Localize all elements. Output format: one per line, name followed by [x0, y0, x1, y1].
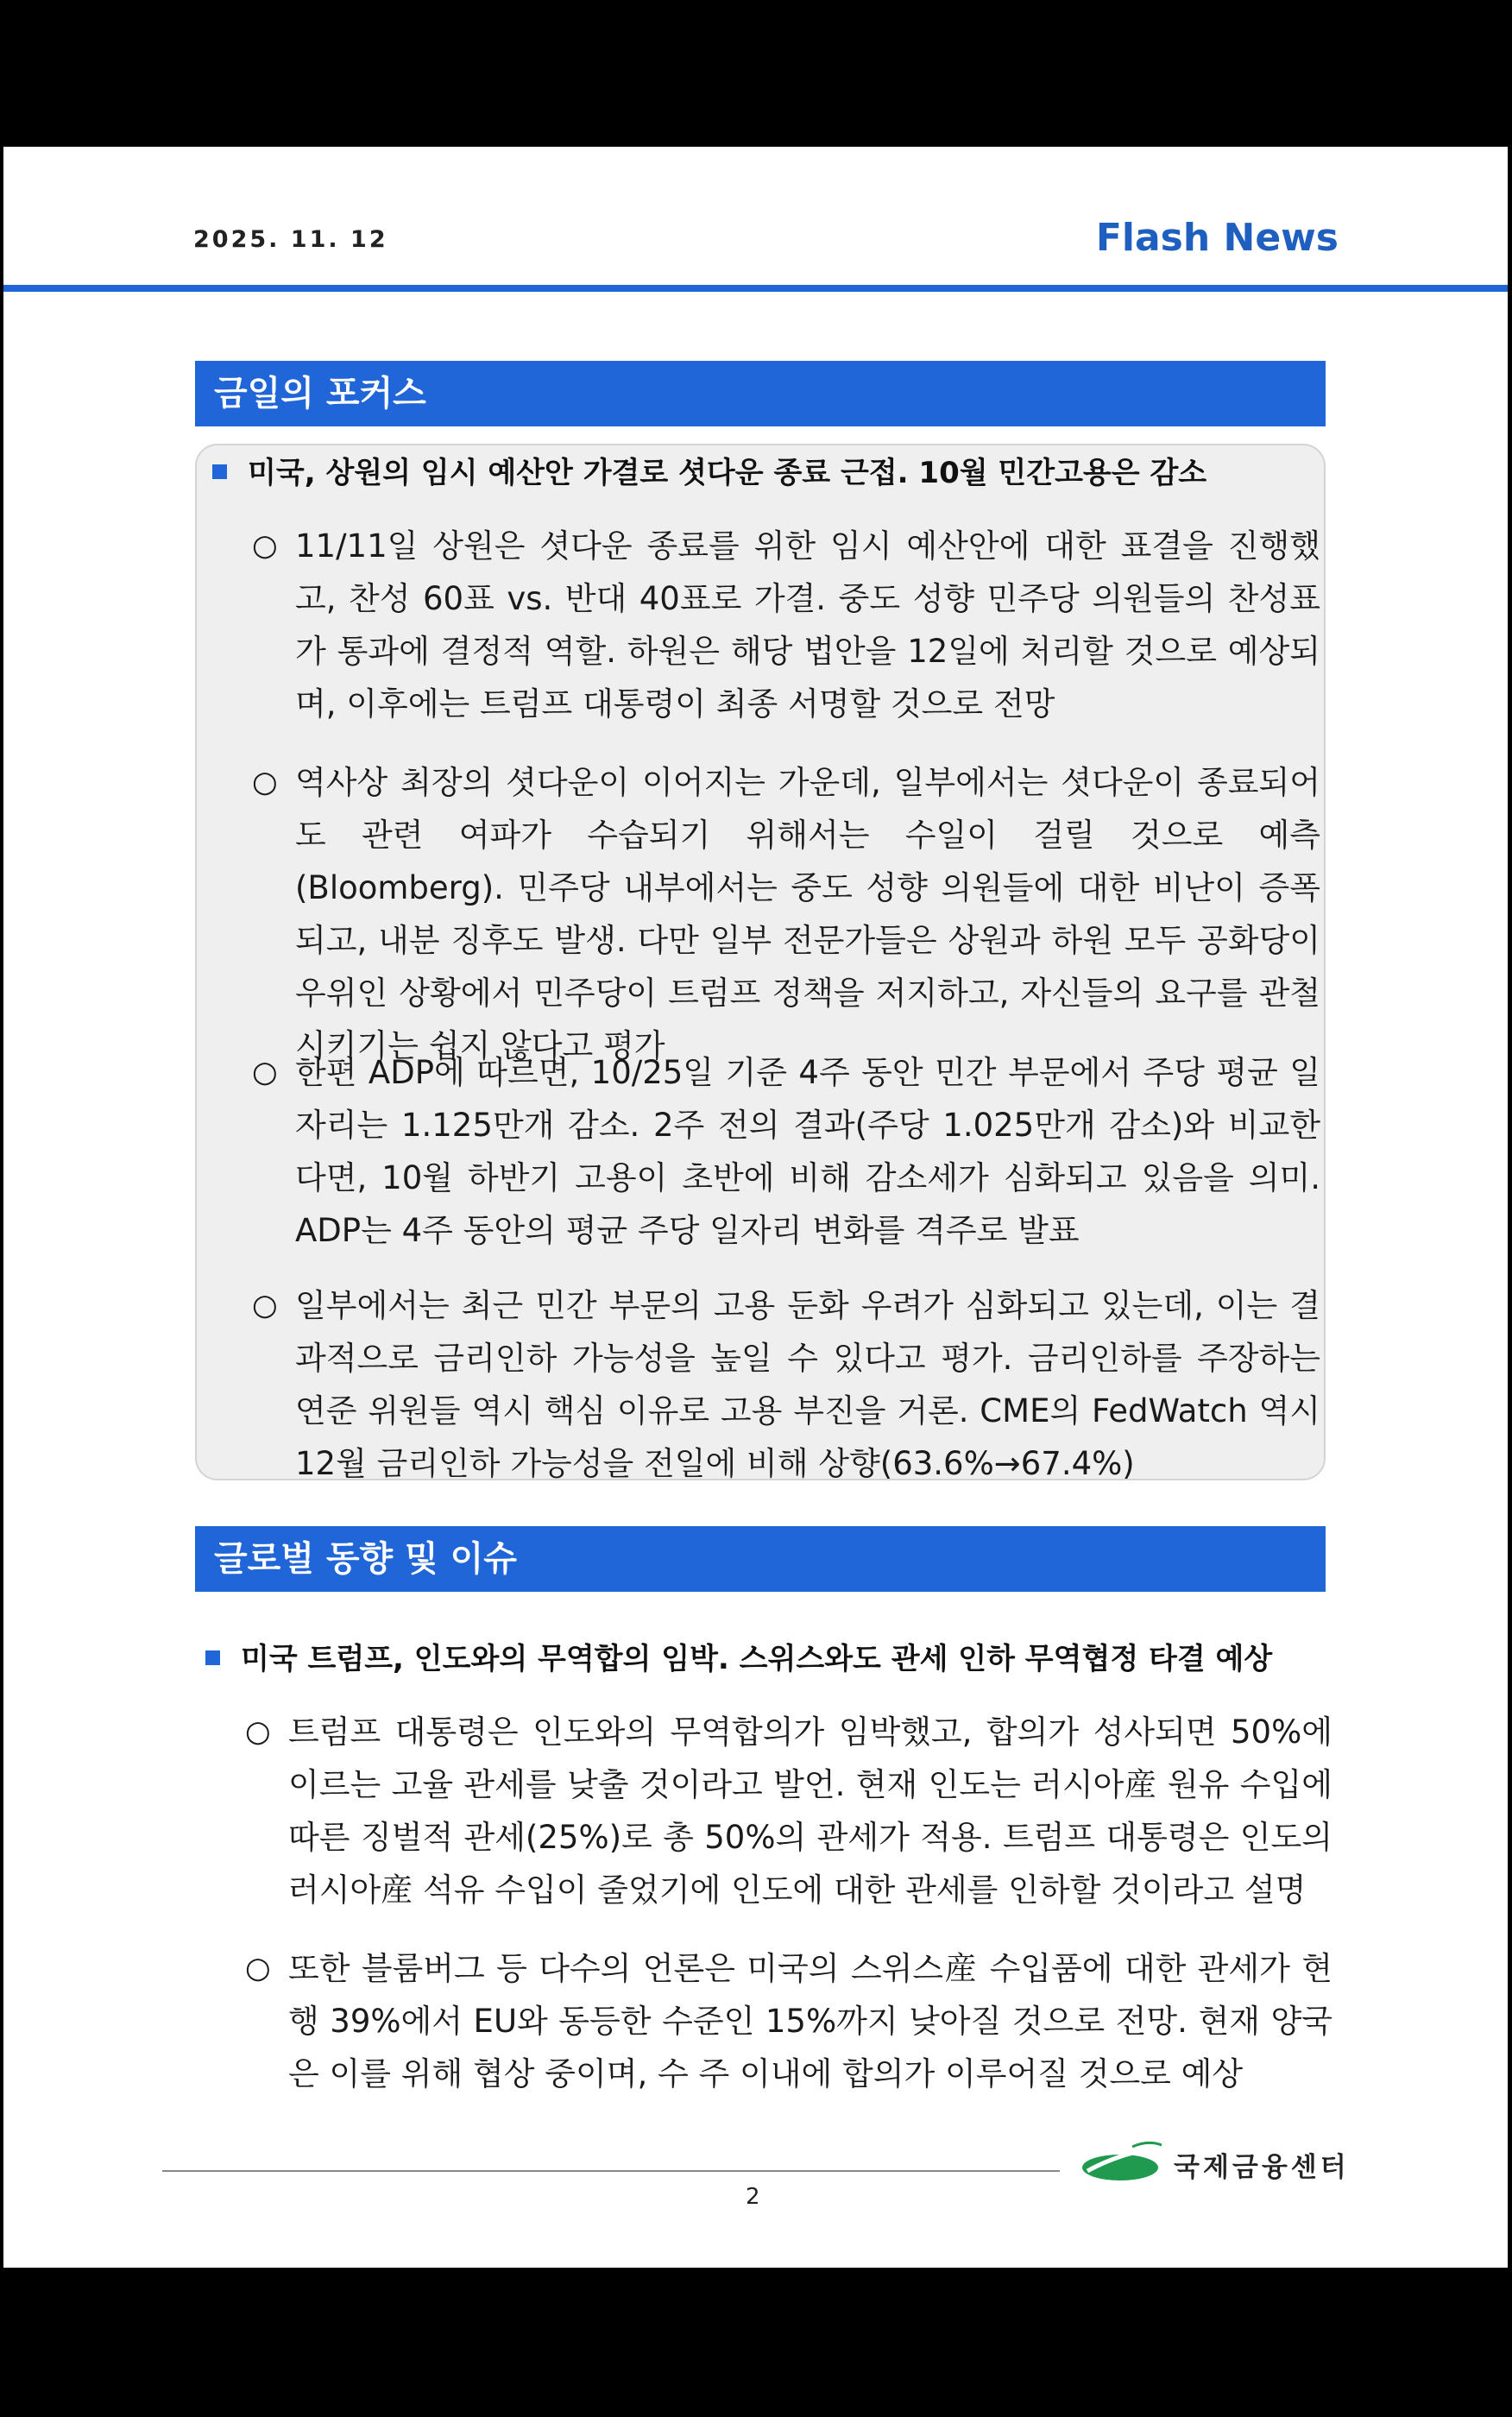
focus-bullet-4: [252, 1279, 1320, 1490]
focus-bullet-2: [252, 756, 1320, 1072]
focus-bullet-3: [252, 1046, 1320, 1257]
global-section-title: 글로벌 동향 및 이슈: [195, 1526, 1326, 1592]
focus-bullet-2-text: 역사상 최장의 셧다운이 이어지는 가운데, 일부에서는 셧다운이 종료되어도 관련 여파가 수습되기 위해서는 수일이 걸릴 것으로 예측(Bloomberg). 민주당 내부에서는 중도 성향 의원들에 대한 비난이 증폭되고, 내분 징후도 발생. 다만 일부 전문가들은 상원과 하원 모두 공화당이 우위인 상황에서 민주당이 트럼프 정책을 저지하고, 자신들의 요구를 관철시키기는 쉽지 않다고 평가: [295, 764, 1320, 1064]
global-headline-text: 미국 트럼프, 인도와의 무역합의 임박. 스위스와도 관세 인하 무역협정 타결 예상: [241, 1642, 1273, 1676]
circle-bullet-icon: ○: [252, 528, 278, 563]
circle-bullet-icon: ○: [245, 1951, 271, 1985]
report-title: Flash News: [1095, 216, 1339, 260]
document-page: [3, 147, 1508, 2268]
logo-text: 국제금융센터: [1174, 2152, 1350, 2183]
focus-bullet-3-text: 한편 ADP에 따르면, 10/25일 기준 4주 동안 민간 부문에서 주당 평균 일자리는 1.125만개 감소. 2주 전의 결과(주당 1.025만개 감소)와 비교한다면, 10월 하반기 고용이 초반에 비해 감소세가 심화되고 있음을 의미. ADP는 4주 동안의 평균 주당 일자리 변화를 격주로 발표: [295, 1054, 1320, 1249]
circle-bullet-icon: ○: [252, 1288, 278, 1322]
circle-bullet-icon: ○: [252, 765, 278, 799]
global-headline: [205, 1635, 1272, 1677]
global-bullet-1: [245, 1706, 1332, 1916]
focus-bullet-4-text: 일부에서는 최근 민간 부문의 고용 둔화 우려가 심화되고 있는데, 이는 결과적으로 금리인하 가능성을 높일 수 있다고 평가. 금리인하를 주장하는 연준 위원들 역시 핵심 이유로 고용 부진을 거론. CME의 FedWatch 역시 12월 금리인하 가능성을 전일에 비해 상향(63.6%→67.4%): [295, 1287, 1320, 1482]
kcif-logo: [1079, 2136, 1355, 2188]
footer-divider: [162, 2170, 1060, 2172]
square-bullet-icon: [212, 464, 227, 479]
header-divider: [3, 285, 1508, 292]
circle-bullet-icon: ○: [252, 1055, 278, 1089]
circle-bullet-icon: ○: [245, 1714, 271, 1749]
report-date: 2025. 11. 12: [193, 226, 388, 253]
global-bullet-1-text: 트럼프 대통령은 인도와의 무역합의가 임박했고, 합의가 성사되면 50%에 이르는 고율 관세를 낮출 것이라고 발언. 현재 인도는 러시아産 원유 수입에 따른 징벌적 관세(25%)로 총 50%의 관세가 적용. 트럼프 대통령은 인도의 러시아産 석유 수입이 줄었기에 인도에 대한 관세를 인하할 것이라고 설명: [288, 1713, 1332, 1909]
focus-headline-text: 미국, 상원의 임시 예산안 가결로 셧다운 종료 근접. 10월 민간고용은 감소: [248, 456, 1207, 490]
global-bullet-2: [245, 1942, 1332, 2100]
global-bullet-2-text: 또한 블룸버그 등 다수의 언론은 미국의 스위스産 수입품에 대한 관세가 현행 39%에서 EU와 동등한 수준인 15%까지 낮아질 것으로 전망. 현재 양국은 이를 위해 협상 중이며, 수 주 이내에 합의가 이루어질 것으로 예상: [288, 1950, 1332, 2092]
focus-bullet-1-text: 11/11일 상원은 셧다운 종료를 위한 임시 예산안에 대한 표결을 진행했고, 찬성 60표 vs. 반대 40표로 가결. 중도 성향 민주당 의원들의 찬성표가 통과에 결정적 역할. 하원은 해당 법안을 12일에 처리할 것으로 예상되며, 이후에는 트럼프 대통령이 최종 서명할 것으로 전망: [295, 527, 1320, 723]
focus-section-title: 금일의 포커스: [195, 361, 1326, 426]
square-bullet-icon: [205, 1650, 220, 1665]
page-number: 2: [746, 2184, 760, 2210]
logo-leaf-icon: [1079, 2136, 1165, 2188]
focus-bullet-1: [252, 520, 1320, 730]
focus-headline: [212, 449, 1206, 491]
